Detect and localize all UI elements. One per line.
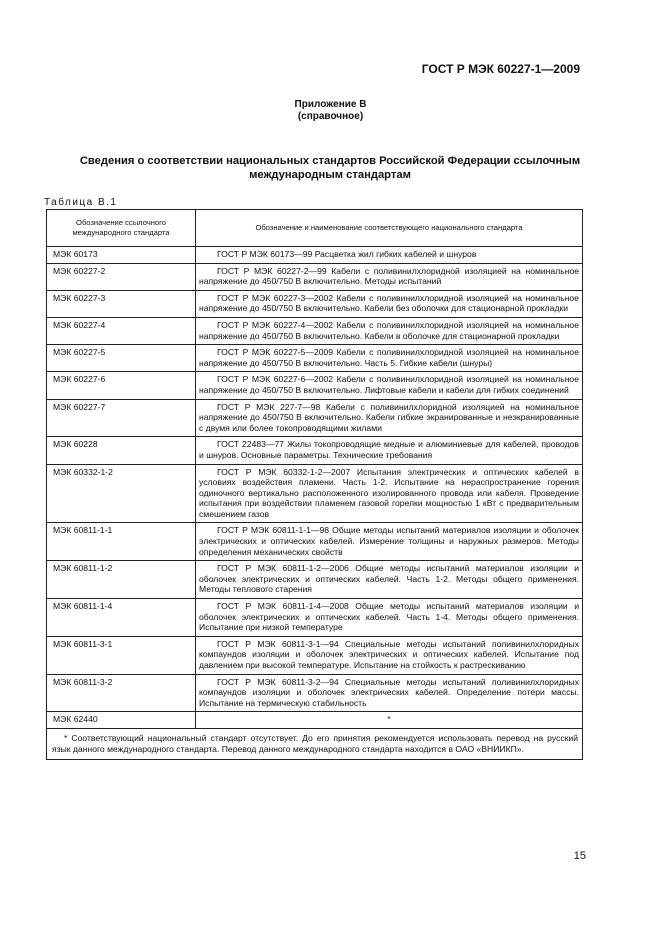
table-row (47, 712, 583, 729)
table-row (47, 317, 583, 344)
section-title: Сведения о соответствии национальных стандартов Российской Федерации ссылочным международным стандартам (79, 155, 581, 181)
international-code: МЭК 62440 (47, 712, 196, 729)
table-row (47, 636, 583, 674)
international-code: МЭК 60173 (47, 247, 196, 264)
national-standard-description (196, 399, 583, 437)
table-row (47, 290, 583, 317)
national-standard-description (196, 247, 583, 264)
national-standard-description (196, 523, 583, 561)
appendix-heading (0, 99, 661, 123)
description-text: ГОСТ Р МЭК 60811-3-2—94 Специальные методы испытаний поливинилхлоридных компаундов изоляции и оболочек электрических кабелей. Определение потери массы. Испытание на термическую стабильность (199, 676, 579, 708)
international-code: МЭК 60227-3 (47, 290, 196, 317)
table-row (47, 437, 583, 464)
description-text: ГОСТ 22483—77 Жилы токопроводящие медные и алюминиевые для кабелей, проводов и шнуров. Основные параметры. Технические требования (199, 439, 579, 460)
national-standard-description (196, 636, 583, 674)
table-row (47, 599, 583, 637)
table-row (47, 464, 583, 523)
table-header-row (47, 210, 583, 247)
table-row (47, 674, 583, 712)
correspondence-table (46, 209, 583, 760)
international-code: МЭК 60227-7 (47, 399, 196, 437)
national-standard-description (196, 317, 583, 344)
appendix-subtitle: (справочное) (297, 111, 364, 122)
header-international-standard: Обозначение ссылочного международного стандарта (47, 210, 196, 247)
table-row (47, 561, 583, 599)
description-text: ГОСТ Р МЭК 60332-1-2—2007 Испытания электрических и оптических кабелей в условиях воздействия пламени. Часть 1-2. Испытание на нераспространение горения одиночного вертикально расположенного изолированного провода или кабеля. Проведение испытания при воздействии пламенем газовой горелки мощностью 1 кВт с предварительным смешением газов (199, 466, 579, 519)
no-equivalent-mark: * (196, 712, 583, 729)
international-code: МЭК 60227-5 (47, 345, 196, 372)
international-code: МЭК 60227-6 (47, 372, 196, 399)
description-text: ГОСТ Р МЭК 60811-1-1—98 Общие методы испытаний материалов изоляции и оболочек электрических и оптических кабелей. Измерение толщины и наружных размеров. Методы определения механических свойств (199, 525, 579, 557)
international-code: МЭК 60227-2 (47, 263, 196, 290)
table-footnote (47, 728, 583, 759)
description-text: ГОСТ Р МЭК 60227-2—99 Кабели с поливинилхлоридной изоляцией на номинальное напряжение до 450/750 В включительно. Методы испытаний (199, 265, 579, 287)
international-code: МЭК 60811-1-4 (47, 599, 196, 637)
national-standard-description (196, 345, 583, 372)
national-standard-description (196, 464, 583, 523)
national-standard-description (196, 263, 583, 290)
international-code: МЭК 60227-4 (47, 317, 196, 344)
national-standard-description (196, 561, 583, 599)
international-code: МЭК 60811-3-2 (47, 674, 196, 712)
description-text: ГОСТ Р МЭК 60811-1-2—2006 Общие методы испытаний материалов изоляции и оболочек электрических и оптических кабелей. Часть 1-2. Методы общего применения. Методы теплового старения (199, 563, 579, 595)
description-text: ГОСТ Р МЭК 60811-1-4—2008 Общие методы испытаний материалов изоляции и оболочек электрических и оптических кабелей. Часть 1-4. Методы общего применения. Испытание при низкой температуре (199, 601, 579, 633)
table-caption: Таблица В.1 (44, 197, 118, 208)
description-text: ГОСТ Р МЭК 60227-6—2002 Кабели с поливинилхлоридной изоляцией на номинальное напряжение до 450/750 В включительно. Лифтовые кабели и кабели для гибких соединений (199, 374, 579, 395)
international-code: МЭК 60811-3-1 (47, 636, 196, 674)
national-standard-description (196, 372, 583, 399)
document-code: ГОСТ Р МЭК 60227-1—2009 (421, 62, 580, 76)
table-row (47, 372, 583, 399)
national-standard-description (196, 290, 583, 317)
footnote-row (47, 728, 583, 759)
page-number: 15 (573, 850, 586, 862)
header-national-standard: Обозначение и наименование соответствующего национального стандарта (196, 210, 583, 247)
footnote-text: * Соответствующий национальный стандарт отсутствует. До его принятия рекомендуется использовать перевод на русский язык данного международного стандарта. Перевод данного международного стандарта находится в ОАО «ВНИИКП». (52, 732, 578, 754)
international-code: МЭК 60811-1-1 (47, 523, 196, 561)
description-text: ГОСТ Р МЭК 60811-3-1—94 Специальные методы испытаний поливинилхлоридных компаундов изоляции и оболочек электрических и оптических кабелей. Испытание под давлением при высокой температуре. Испытание на стойкость к растрескиванию (199, 638, 579, 670)
appendix-title: Приложение В (294, 99, 367, 110)
international-code: МЭК 60332-1-2 (47, 464, 196, 523)
description-text: ГОСТ Р МЭК 60227-4—2002 Кабели с поливинилхлоридной изоляцией на номинальное напряжение до 450/750 В включительно. Кабели в оболочке для стационарной прокладки (199, 319, 579, 341)
national-standard-description (196, 599, 583, 637)
table-row (47, 399, 583, 437)
description-text: ГОСТ Р МЭК 60173—99 Расцветка жил гибких кабелей и шнуров (217, 249, 477, 259)
description-text: ГОСТ Р МЭК 60227-5—2009 Кабели с поливинилхлоридной изоляцией на номинальное напряжение до 450/750 В включительно. Часть 5. Гибкие кабели (шнуры) (199, 347, 579, 368)
description-text: ГОСТ Р МЭК 227-7—98 Кабели с поливинилхлоридной изоляцией на номинальное напряжение до 450/750 В включительно. Кабели гибкие экранированные и неэкранированные с двумя или более токопроводящими жилами (199, 401, 579, 433)
table-row (47, 247, 583, 264)
table-row (47, 345, 583, 372)
table-row (47, 523, 583, 561)
national-standard-description (196, 674, 583, 712)
international-code: МЭК 60811-1-2 (47, 561, 196, 599)
international-code: МЭК 60228 (47, 437, 196, 464)
table-row (47, 263, 583, 290)
description-text: ГОСТ Р МЭК 60227-3—2002 Кабели с поливинилхлоридной изоляцией на номинальное напряжение до 450/750 В включительно. Кабели без оболочки для стационарной прокладки (199, 292, 579, 314)
national-standard-description (196, 437, 583, 464)
